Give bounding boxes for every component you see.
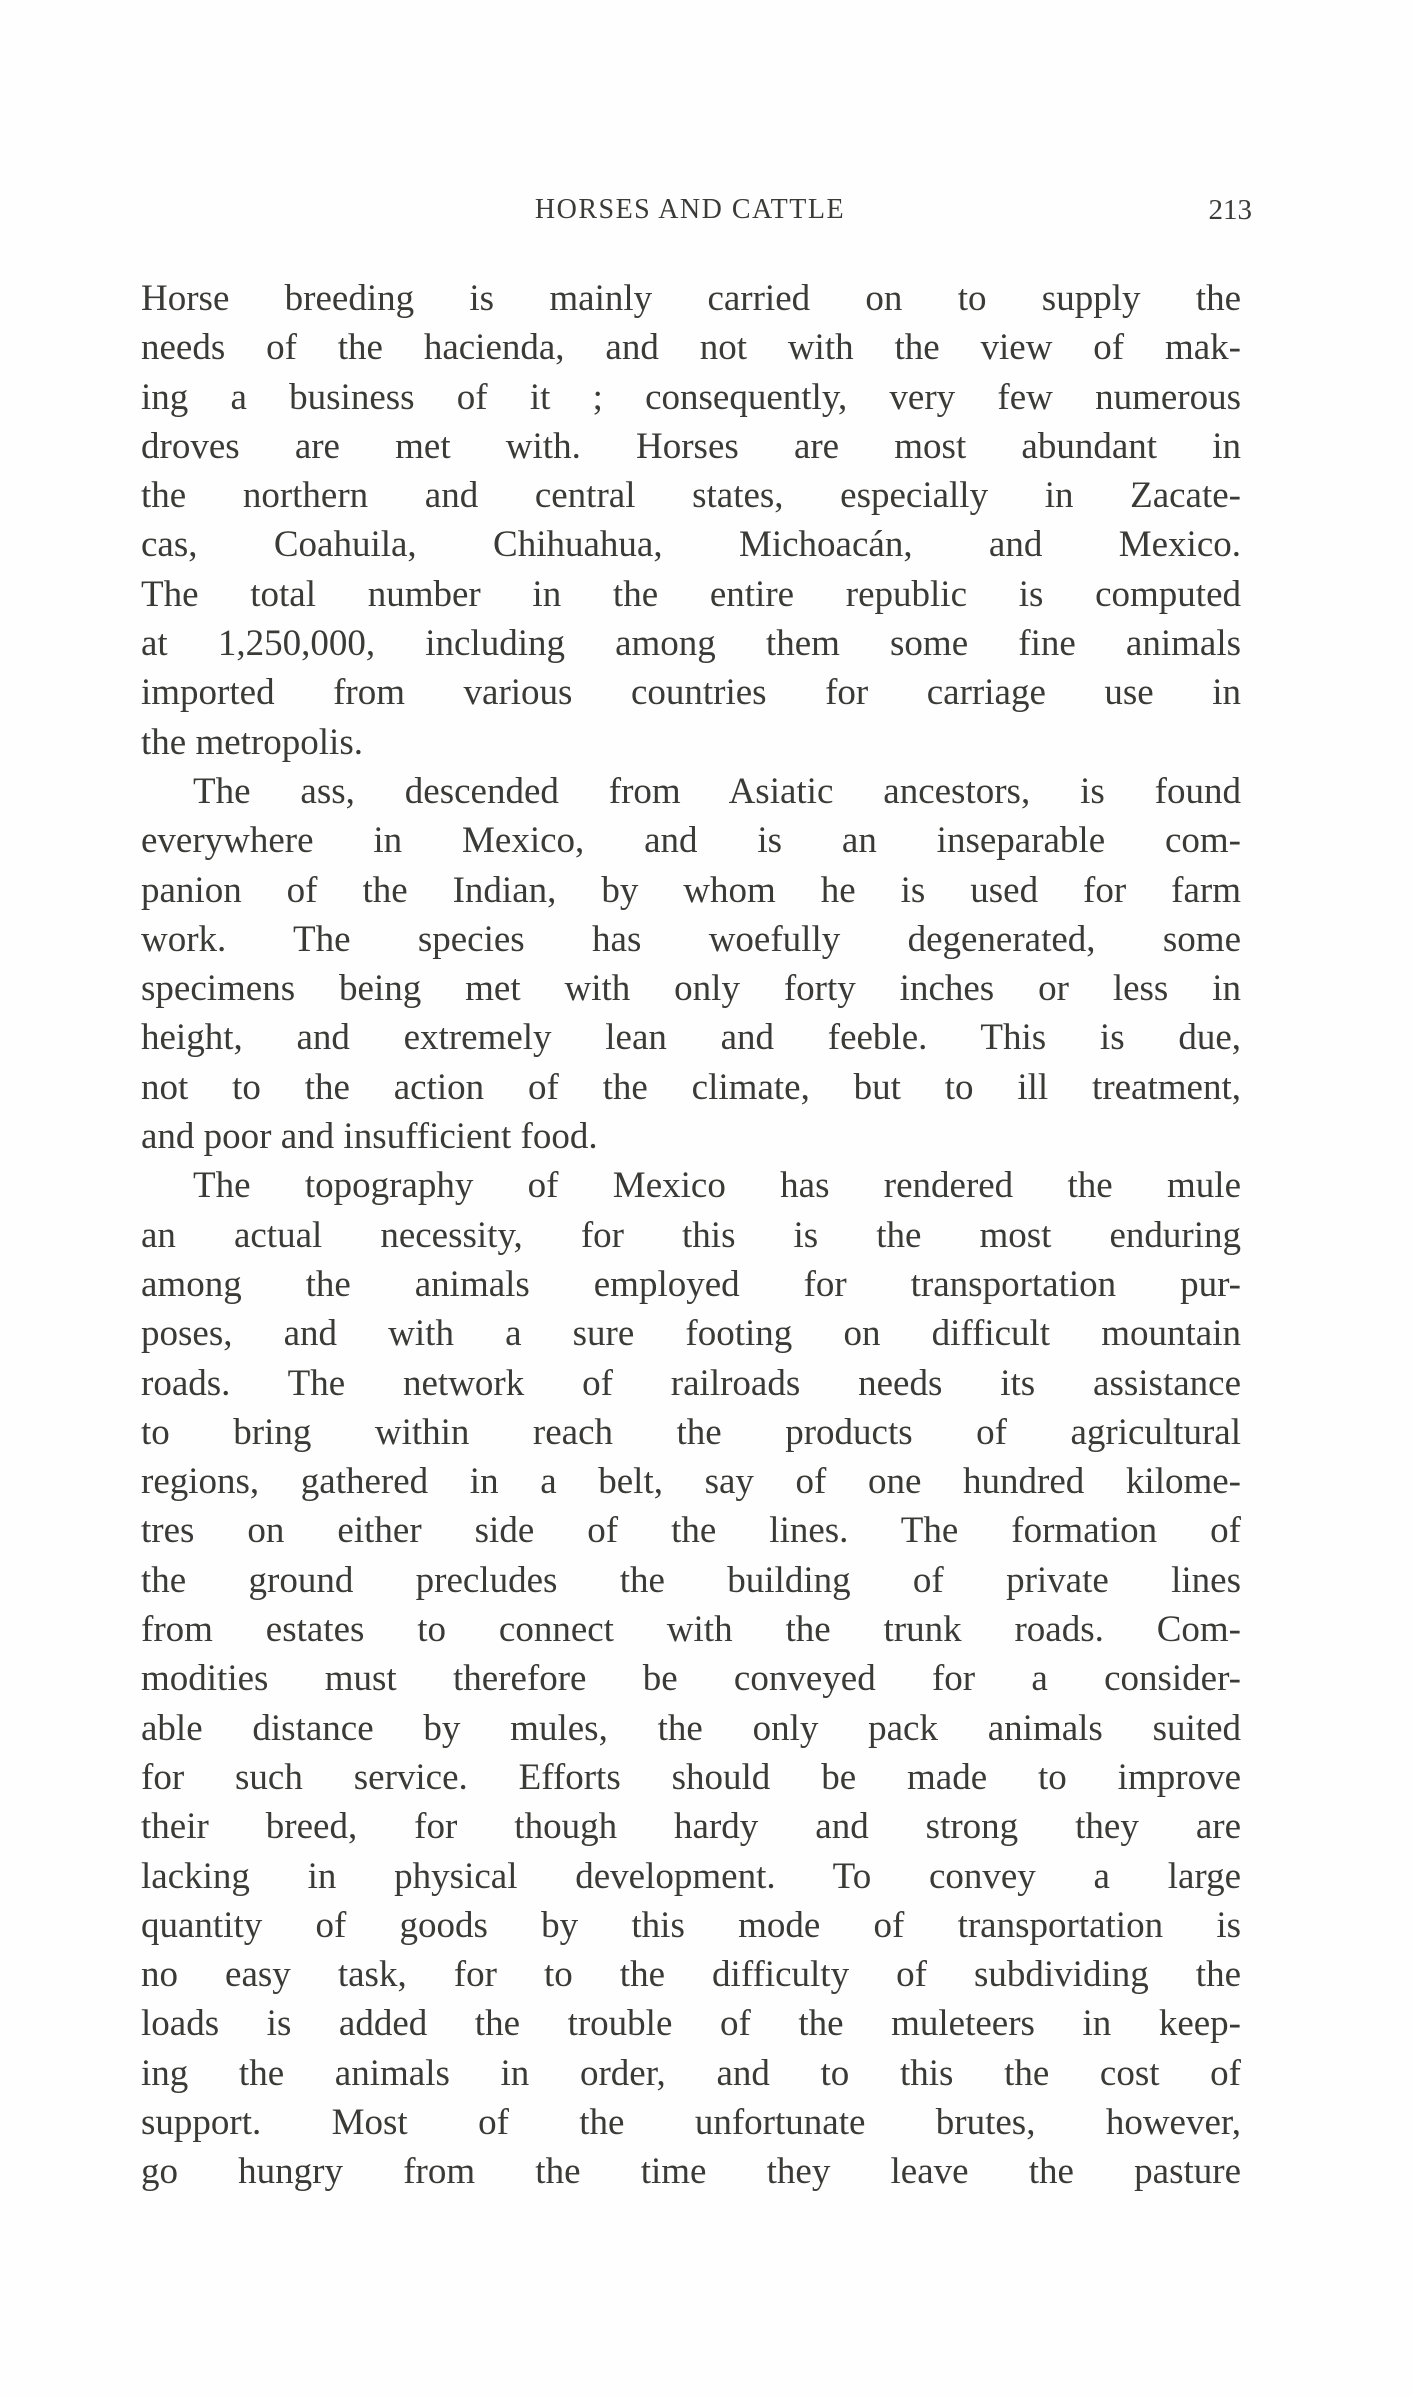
text-line: among the animals employed for transportation pur- — [141, 1263, 1241, 1305]
text-line: ing the animals in order, and to this the cost of — [141, 2052, 1241, 2094]
text-line: The total number in the entire republic is computed — [141, 573, 1241, 615]
text-line: work. The species has woefully degenerated, some — [141, 918, 1241, 960]
text-line: ing a business of it ; consequently, very few numerous — [141, 376, 1241, 418]
text-line: imported from various countries for carriage use in — [141, 672, 1241, 714]
text-line: lacking in physical development. To convey a large — [141, 1855, 1241, 1897]
text-line: support. Most of the unfortunate brutes, however, — [141, 2101, 1241, 2143]
text-line: for such service. Efforts should be made to improve — [141, 1756, 1241, 1798]
text-line: tres on either side of the lines. The formation of — [141, 1510, 1241, 1552]
text-line: their breed, for though hardy and strong they are — [141, 1806, 1241, 1848]
text-line: The topography of Mexico has rendered the mule — [193, 1165, 1241, 1207]
text-line: needs of the hacienda, and not with the view of mak- — [141, 327, 1241, 369]
text-line: height, and extremely lean and feeble. This is due, — [141, 1017, 1241, 1059]
running-head-title: HORSES AND CATTLE — [534, 194, 846, 225]
text-line: everywhere in Mexico, and is an inseparable com- — [141, 820, 1241, 862]
text-line: loads is added the trouble of the muleteers in keep- — [141, 2003, 1241, 2045]
text-line: regions, gathered in a belt, say of one hundred kilome- — [141, 1461, 1241, 1503]
text-line: modities must therefore be conveyed for a consider- — [141, 1658, 1241, 1700]
text-line: able distance by mules, the only pack animals suited — [141, 1707, 1241, 1749]
text-line: at 1,250,000, including among them some fine animals — [141, 623, 1241, 665]
text-line: quantity of goods by this mode of transportation is — [141, 1904, 1241, 1946]
text-line: from estates to connect with the trunk roads. Com- — [141, 1609, 1241, 1651]
text-line: panion of the Indian, by whom he is used for farm — [141, 869, 1241, 911]
text-line: and poor and insufficient food. — [141, 1116, 598, 1158]
text-line: cas, Coahuila, Chihuahua, Michoacán, and Mexico. — [141, 524, 1241, 566]
page-number: 213 — [1208, 194, 1252, 226]
text-line: roads. The network of railroads needs its assistance — [141, 1362, 1241, 1404]
text-line: not to the action of the climate, but to ill treatment, — [141, 1066, 1241, 1108]
body-text — [141, 274, 1241, 2197]
text-line: Horse breeding is mainly carried on to supply the — [141, 278, 1241, 319]
running-head — [140, 194, 1252, 234]
text-line: poses, and with a sure footing on difficult mountain — [141, 1313, 1241, 1355]
text-line: no easy task, for to the difficulty of subdividing the — [141, 1954, 1241, 1996]
text-line: the northern and central states, especially in Zacate- — [141, 475, 1241, 517]
text-line: the metropolis. — [141, 721, 363, 763]
text-line: the ground precludes the building of private lines — [141, 1559, 1241, 1601]
text-line: specimens being met with only forty inches or less in — [141, 968, 1241, 1010]
text-line: The ass, descended from Asiatic ancestors, is found — [193, 770, 1241, 812]
text-line: droves are met with. Horses are most abundant in — [141, 425, 1241, 467]
text-line: go hungry from the time they leave the pasture — [141, 2151, 1241, 2193]
text-line: to bring within reach the products of agricultural — [141, 1411, 1241, 1453]
text-line: an actual necessity, for this is the most enduring — [141, 1214, 1241, 1256]
